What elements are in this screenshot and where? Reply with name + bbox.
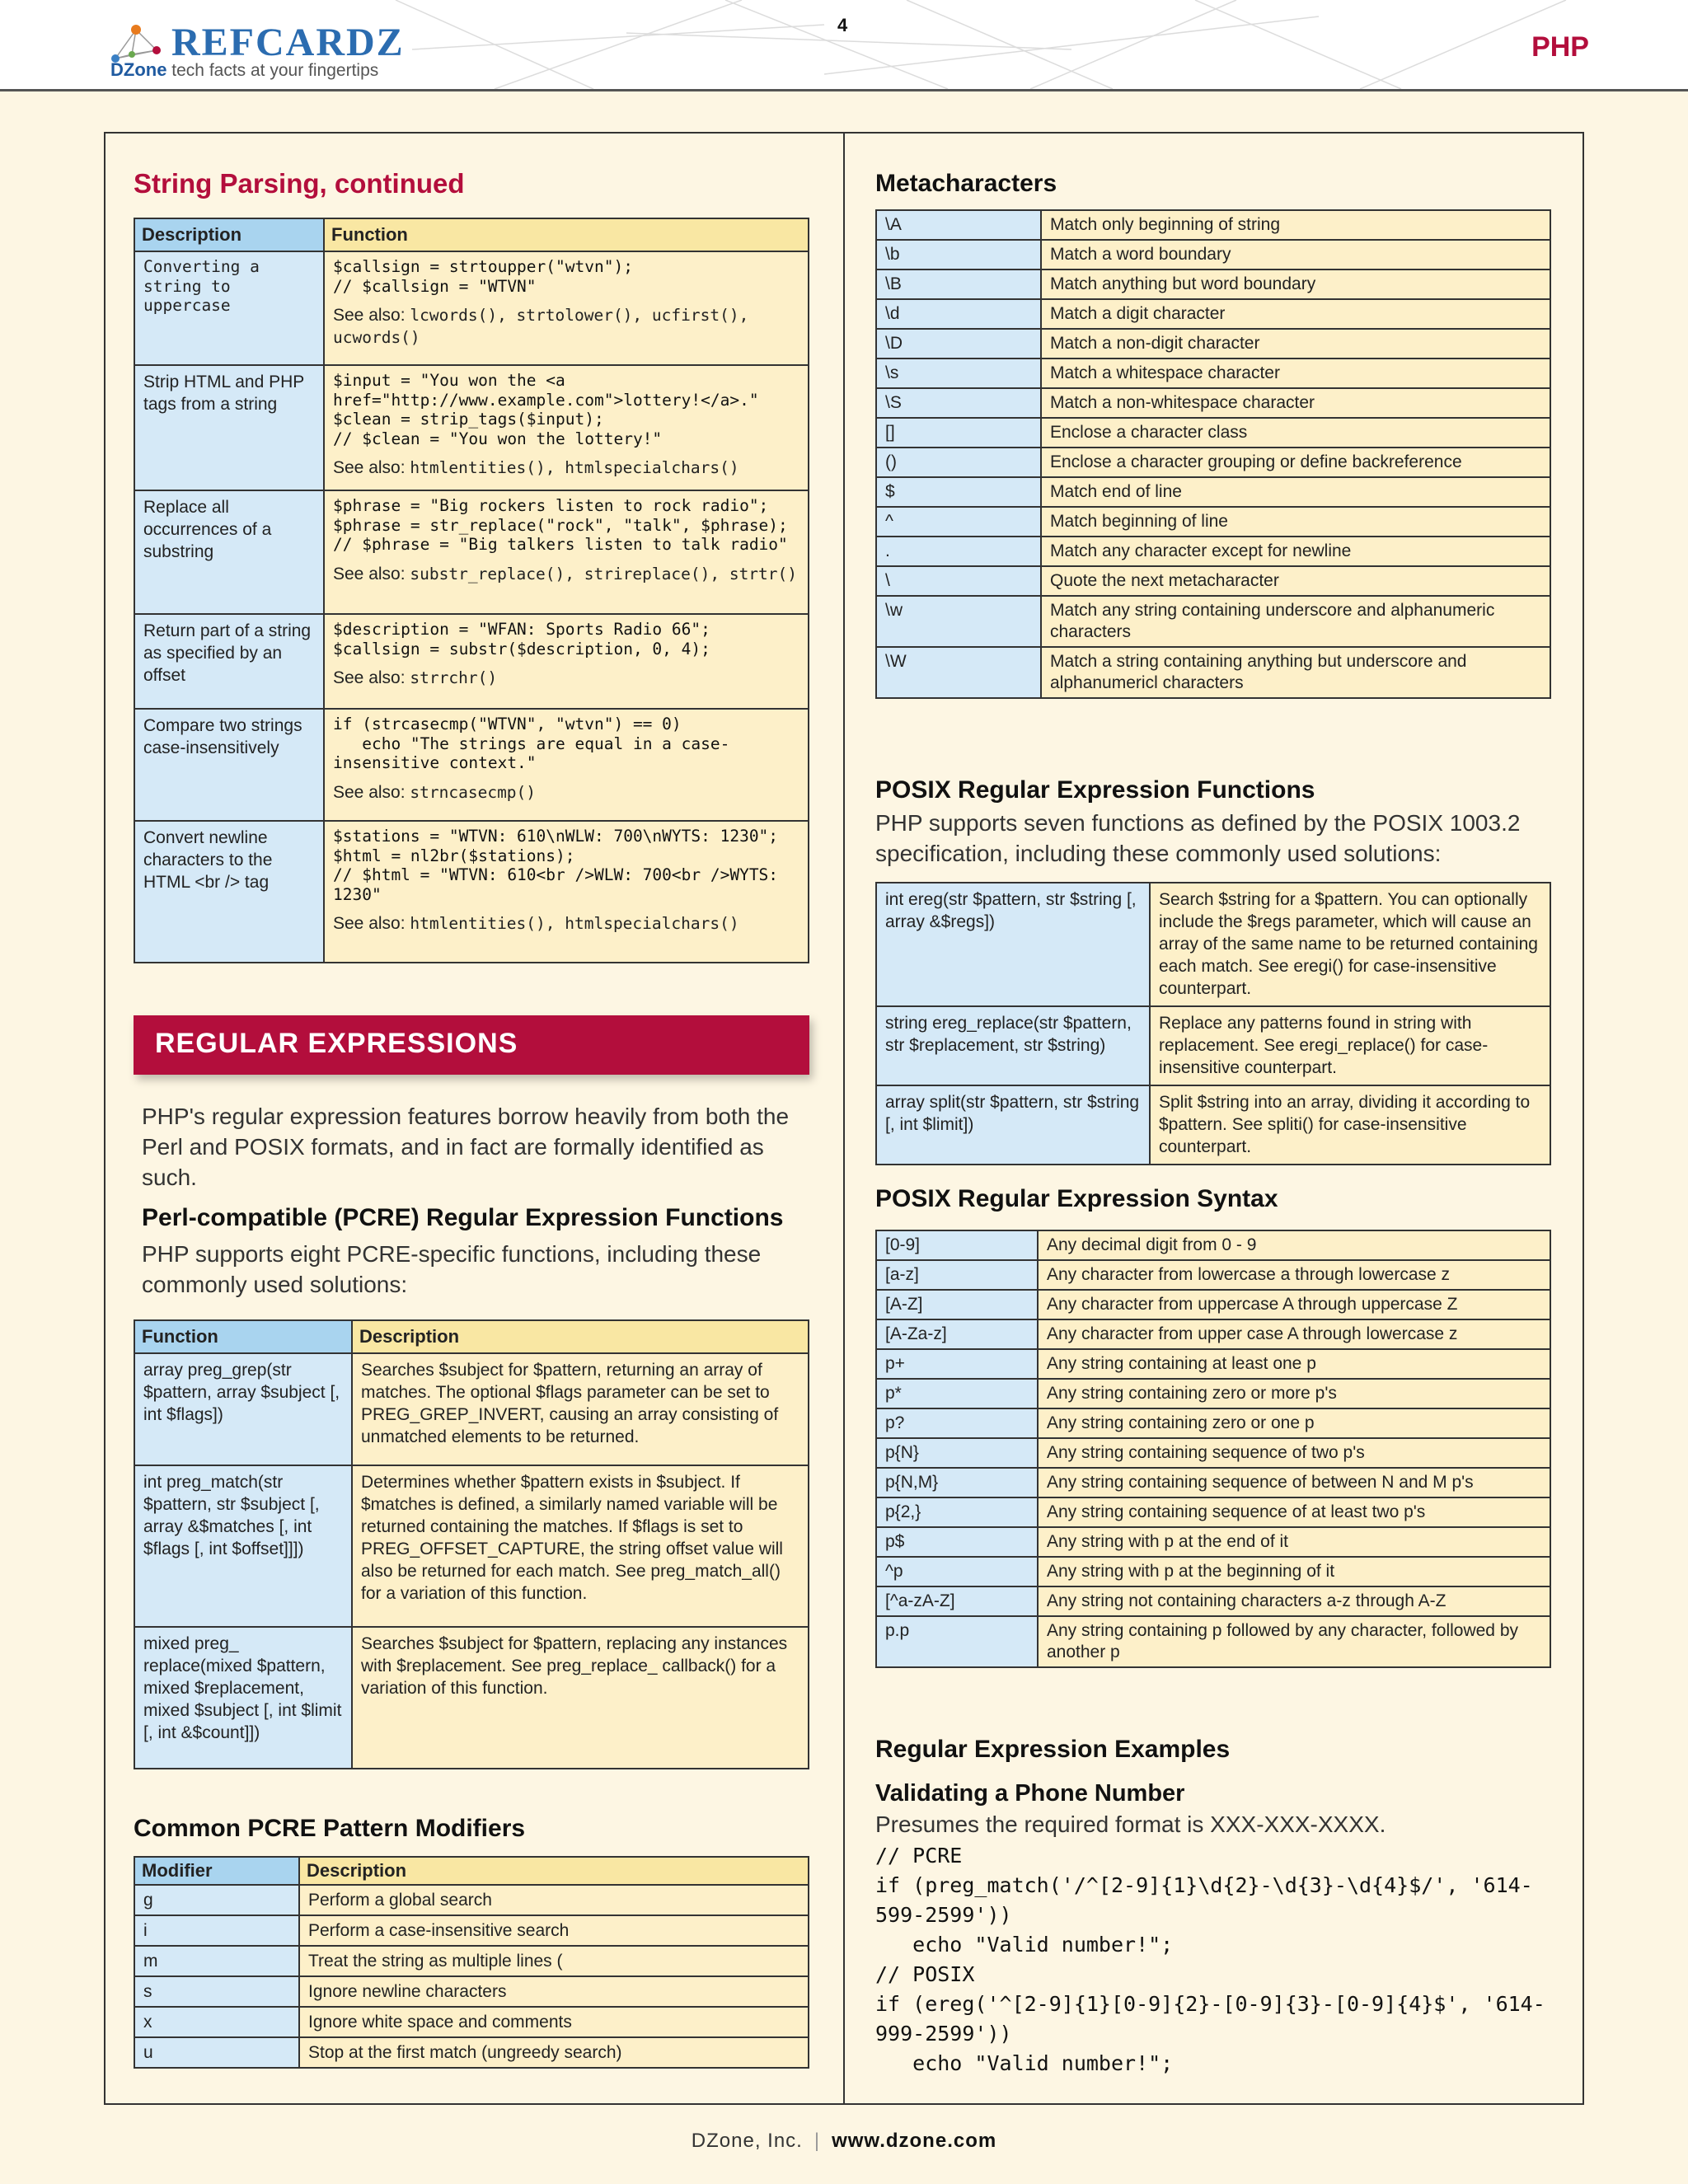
table-row: . Match any character except for newline [876,537,1550,566]
table-row: () Enclose a character grouping or define backreference [876,448,1550,477]
table-row: [a-z] Any character from lowercase a through lowercase z [876,1260,1550,1290]
see-also: See also: strrchr() [333,668,498,687]
table-row [134,490,809,614]
table-row: \S Match a non-whitespace character [876,388,1550,418]
footer-url[interactable]: www.dzone.com [832,2130,997,2152]
table-row: [0-9] Any decimal digit from 0 - 9 [876,1230,1550,1260]
description-cell: Replace any patterns found in string with replacement. See eregi_replace() for case-insensitive counterpart. [1150,1006,1550,1085]
table-row [876,883,1550,1006]
metacharacters-title: Metacharacters [875,170,1057,197]
modifiers-title: Common PCRE Pattern Modifiers [134,1815,526,1842]
table-row: \w Match any string containing underscore and alphanumeric characters [876,596,1550,647]
table-row: \D Match a non-digit character [876,329,1550,359]
footer-separator: | [814,2130,821,2152]
function-cell [324,251,809,365]
function-cell: int ereg(str $pattern, str $string [, array &$regs]) [876,883,1150,1006]
description-cell: Compare two strings case-insensitively [134,709,324,821]
see-also: See also: lcwords(), strtolower(), ucfirst(), ucwords() [333,306,749,347]
function-cell: array preg_grep(str $pattern, array $subject [, int $flags]) [134,1353,352,1465]
table-row: p{2,} Any string containing sequence of at least two p's [876,1497,1550,1527]
table-row [876,1006,1550,1085]
column-header: Function [324,218,809,251]
page-footer [0,2130,1688,2153]
posix-syntax-table [875,1230,1551,1668]
function-cell: array split(str $pattern, str $string [, int $limit]) [876,1085,1150,1165]
table-row: \A Match only beginning of string [876,210,1550,240]
brand-tagline [110,59,378,81]
see-also: See also: htmlentities(), htmlspecialchars() [333,458,739,477]
table-header-row [134,218,809,251]
banner-title: REGULAR EXPRESSIONS [155,1028,518,1059]
posix-functions-intro: PHP supports seven functions as defined by the POSIX 1003.2 specification, including these commonly used solutions: [875,810,1521,866]
function-cell [324,821,809,963]
table-row: \W Match a string containing anything but underscore and alphanumericl characters [876,647,1550,698]
table-row: m Treat the string as multiple lines ( [134,1946,809,1976]
table-row: [A-Za-z] Any character from upper case A through lowercase z [876,1319,1550,1349]
table-row: p+ Any string containing at least one p [876,1349,1550,1379]
posix-syntax-section [875,1185,1551,1668]
page-header [0,0,1688,91]
table-row: i Perform a case-insensitive search [134,1915,809,1946]
description-cell: Return part of a string as specified by an offset [134,614,324,709]
function-cell [324,365,809,490]
description-cell: Searches $subject for $pattern, returning an array of matches. The optional $flags parameter can be set to PREG_GREP_INVERT, causing an array consisting of unmatched elements to be returned. [352,1353,809,1465]
table-row [876,1085,1550,1165]
regex-examples-section [875,1736,1551,2079]
string-parsing-section [134,168,809,963]
table-row: u Stop at the first match (ungreedy search) [134,2037,809,2068]
metacharacters-table [875,209,1551,699]
table-row: p$ Any string with p at the end of it [876,1527,1550,1557]
section-banner [134,1015,809,1075]
table-row [134,1627,809,1769]
brand-name: REFCARDZ [171,21,405,64]
section-title: String Parsing, continued [134,168,465,199]
function-cell [324,490,809,614]
see-also: See also: htmlentities(), htmlspecialchars() [333,914,739,933]
column-divider [843,132,845,2105]
phone-example-title: Validating a Phone Number [875,1780,1185,1807]
brand-prefix: DZone [110,59,167,80]
posix-functions-section [875,776,1551,1165]
table-row: [] Enclose a character class [876,418,1550,448]
column-header: Description [134,218,324,251]
table-row: \ Quote the next metacharacter [876,566,1550,596]
examples-title: Regular Expression Examples [875,1736,1231,1763]
code-snippet: $input = "You won the <a href="http://www.example.com">lottery!</a>." $clean = strip_tags($input); // $clean = "You won the lottery!" [333,371,759,448]
code-snippet: if (strcasecmp("WTVN", "wtvn") == 0) echo "The strings are equal in a case-insensitive context." [333,715,730,772]
posix-functions-title: POSIX Regular Expression Functions [875,776,1315,804]
see-also: See also: substr_replace(), strireplace(), strtr() [333,564,798,583]
column-header: Modifier [134,1857,299,1885]
regex-intro: PHP's regular expression features borrow heavily from both the Perl and POSIX formats, and in fact are formally identified as such. [142,1104,790,1190]
function-cell: int preg_match(str $pattern, str $subject [, array &$matches [, int $flags [, int $offset]]]) [134,1465,352,1627]
table-row: [^a-zA-Z] Any string not containing characters a-z through A-Z [876,1586,1550,1616]
page-topic: PHP [1531,31,1589,63]
phone-example-intro: Presumes the required format is XXX-XXX-XXXX. [875,1811,1386,1837]
code-snippet: $phrase = "Big rockers listen to rock radio"; $phrase = str_replace("rock", "talk", $phrase); // $phrase = "Big talkers listen to talk radio" [333,496,788,554]
table-row [134,709,809,821]
phone-example-code: // PCRE if (preg_match('/^[2-9]{1}\d{2}-\d{3}-\d{4}$/', '614-599-2599')) echo "Valid number!"; // POSIX if (ereg('^[2-9]{1}[0-9]{2}-[0-9]{3}-[0-9]{4}$', '614-999-2599')) echo "Valid number!"; [875,1844,1545,2075]
pcre-modifiers-section [134,1815,809,2069]
table-row [134,1465,809,1627]
description-cell: Converting a string to uppercase [134,251,324,365]
column-header: Description [352,1320,809,1353]
tagline-text: tech facts at your fingertips [171,61,379,80]
table-row [134,365,809,490]
description-cell: Searches $subject for $pattern, replacing any instances with $replacement. See preg_replace_ callback() for a variation of this function. [352,1627,809,1769]
description-cell: Split $string into an array, dividing it according to $pattern. See spliti() for case-insensitive counterpart. [1150,1085,1550,1165]
column-header: Function [134,1320,352,1353]
table-row: \b Match a word boundary [876,240,1550,269]
table-row: p* Any string containing zero or more p's [876,1379,1550,1408]
description-cell: Determines whether $pattern exists in $subject. If $matches is defined, a similarly named variable will be returned containing the matches. If $flags is set to PREG_OFFSET_CAPTURE, the string offset value will also be returned for each match. See preg_match_all() for a variation of this function. [352,1465,809,1627]
function-cell: string ereg_replace(str $pattern, str $replacement, str $string) [876,1006,1150,1085]
function-cell: mixed preg_ replace(mixed $pattern, mixed $replacement, mixed $subject [, int $limit [, int &$count]]) [134,1627,352,1769]
pcre-functions-table [134,1319,809,1769]
table-row: $ Match end of line [876,477,1550,507]
modifiers-table [134,1856,809,2069]
table-header-row [134,1320,809,1353]
code-snippet: $callsign = strtoupper("wtvn"); // $callsign = "WTVN" [333,257,633,296]
table-row: g Perform a global search [134,1885,809,1915]
table-row: ^p Any string with p at the beginning of it [876,1557,1550,1586]
table-row: p.p Any string containing p followed by any character, followed by another p [876,1616,1550,1667]
column-header: Description [299,1857,809,1885]
function-cell [324,709,809,821]
table-row: [A-Z] Any character from uppercase A through uppercase Z [876,1290,1550,1319]
posix-syntax-title: POSIX Regular Expression Syntax [875,1185,1278,1212]
table-row: p{N,M} Any string containing sequence of between N and M p's [876,1468,1550,1497]
pcre-title: Perl-compatible (PCRE) Regular Expression Functions [142,1204,784,1231]
table-row: x Ignore white space and comments [134,2007,809,2037]
string-parsing-table [134,218,809,963]
table-row [134,251,809,365]
table-row [134,1353,809,1465]
regex-section [134,1101,809,1769]
code-snippet: $description = "WFAN: Sports Radio 66"; $callsign = substr($description, 0, 4); [333,620,710,658]
description-cell: Convert newline characters to the HTML <br /> tag [134,821,324,963]
description-cell: Strip HTML and PHP tags from a string [134,365,324,490]
table-header-row [134,1857,809,1885]
table-row: \d Match a digit character [876,299,1550,329]
code-snippet: $stations = "WTVN: 610\nWLW: 700\nWYTS: 1230"; $html = nl2br($stations); // $html = "WTVN: 610<br />WLW: 700<br />WYTS: 1230" [333,827,779,904]
table-row: \B Match anything but word boundary [876,269,1550,299]
table-row: s Ignore newline characters [134,1976,809,2007]
table-row [134,821,809,963]
table-row: ^ Match beginning of line [876,507,1550,537]
function-cell [324,614,809,709]
table-row: p{N} Any string containing sequence of two p's [876,1438,1550,1468]
pcre-intro: PHP supports eight PCRE-specific functions, including these commonly used solutions: [142,1241,762,1297]
description-cell: Replace all occurrences of a substring [134,490,324,614]
page-number: 4 [837,15,848,35]
footer-company: DZone, Inc. [691,2130,803,2152]
table-row [134,614,809,709]
posix-functions-table [875,882,1551,1165]
table-row: p? Any string containing zero or one p [876,1408,1550,1438]
metacharacters-section [875,170,1551,699]
see-also: See also: strncasecmp() [333,782,537,802]
description-cell: Search $string for a $pattern. You can optionally include the $regs parameter, which will cause an array of the same name to be returned containing each match. See eregi() for case-insensitive counterpart. [1150,883,1550,1006]
table-row: \s Match a whitespace character [876,359,1550,388]
